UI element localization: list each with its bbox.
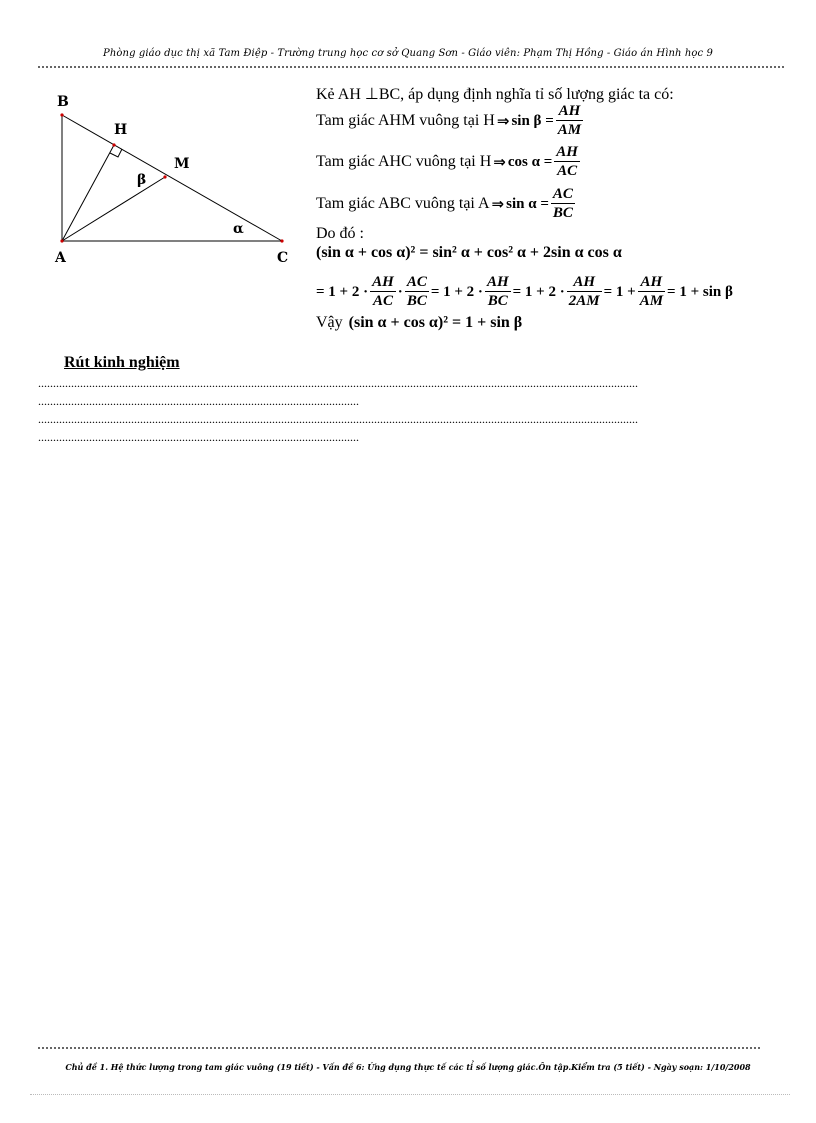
point-A	[60, 239, 63, 242]
fraction-ah-bc: $\frac{AH}{BC}$	[486, 274, 509, 309]
page-footer: Chủ đề 1. Hệ thức lượng trong tam giác vuông (19 tiết) - Vấn đề 6: Ứng dụng thực tế các tỉ số lượng giác.Ôn tập.Kiểm tra (5 tiết) - Ngày soạn: 1/10/2008	[65, 1062, 751, 1072]
sin-alpha-expr: sin α =	[506, 195, 549, 212]
label-B: B	[57, 94, 69, 110]
notes-line-3: ........................................................................................................................................................................................................	[38, 412, 638, 426]
fraction-ah-ac: $\frac{AH}{AC}$	[556, 144, 578, 179]
fraction-ah-am: $\frac{AH}{AM}$	[557, 103, 582, 138]
proof-do-do: Do đó :	[316, 225, 364, 242]
fraction-ac-bc: $\frac{AC}{BC}$	[552, 186, 573, 221]
implies-icon: ⇒	[493, 153, 506, 171]
segment-BC	[62, 115, 282, 241]
point-C	[280, 239, 283, 242]
implies-icon: ⇒	[491, 195, 505, 213]
point-M	[163, 175, 166, 178]
notes-line-1: ........................................................................................................................................................................................................	[38, 376, 638, 390]
segment-AH	[62, 145, 114, 241]
page-bottom-divider	[30, 1094, 790, 1095]
footer-divider	[38, 1047, 760, 1049]
conclusion-equation: (sin α + cos α)² = 1 + sin β	[348, 314, 523, 331]
cos-alpha-expr: cos α =	[507, 153, 553, 170]
vay-text: Vậy	[316, 314, 343, 331]
equation-chain: = 1 + 2 · $\frac{AH}{AC}$ · $\frac{AC}{BC}$ = 1 + 2 · $\frac{AH}{BC}$ = 1 + 2 · $\frac{AH}{2AM}$ = 1 + $\frac{AH}{AM}$ = 1 + sin β	[316, 274, 733, 309]
label-A: A	[55, 250, 66, 266]
fraction-ah-am: $\frac{AH}{AM}$	[639, 274, 664, 309]
right-angle-mark	[110, 149, 122, 157]
label-beta: β	[137, 172, 147, 188]
label-M: M	[174, 156, 190, 172]
proof-conclusion	[316, 314, 522, 332]
implies-icon: ⇒	[496, 112, 510, 130]
proof-line-abc	[316, 183, 577, 225]
header-divider	[38, 66, 784, 68]
sin-beta-expr: sin β =	[511, 112, 554, 129]
label-C: C	[277, 250, 289, 266]
triangle-diagram	[48, 88, 298, 268]
fraction-ah-ac: $\frac{AH}{AC}$	[372, 274, 394, 309]
notes-line-2: ...........................................................................................................	[38, 394, 359, 408]
segment-AM	[62, 177, 165, 241]
fraction-ah-2am: $\frac{AH}{2AM}$	[568, 274, 600, 309]
ahm-text: Tam giác AHM vuông tại H	[316, 112, 495, 129]
point-H	[112, 143, 115, 146]
abc-text: Tam giác ABC vuông tại A	[316, 195, 490, 212]
ahc-text: Tam giác AHC vuông tại H	[316, 153, 492, 170]
proof-line-ahc	[316, 141, 582, 183]
notes-line-4: ...........................................................................................................	[38, 430, 359, 444]
notes-heading: Rút kinh nghiệm	[64, 354, 180, 371]
proof-line-ahm	[316, 100, 585, 142]
fraction-ac-bc: $\frac{AC}{BC}$	[406, 274, 427, 309]
page-header: Phòng giáo dục thị xã Tam Điệp - Trường trung học cơ sở Quang Sơn - Giáo viên: Phạm Thị Hồng - Giáo án Hình học 9	[103, 48, 713, 59]
label-alpha: α	[233, 221, 244, 237]
proof-intro: Kẻ AH ⊥BC, áp dụng định nghĩa tỉ số lượng giác ta có:	[316, 86, 674, 103]
equation-expansion: (sin α + cos α)² = sin² α + cos² α + 2sin α cos α	[316, 244, 622, 261]
point-B	[60, 113, 63, 116]
label-H: H	[114, 122, 128, 138]
